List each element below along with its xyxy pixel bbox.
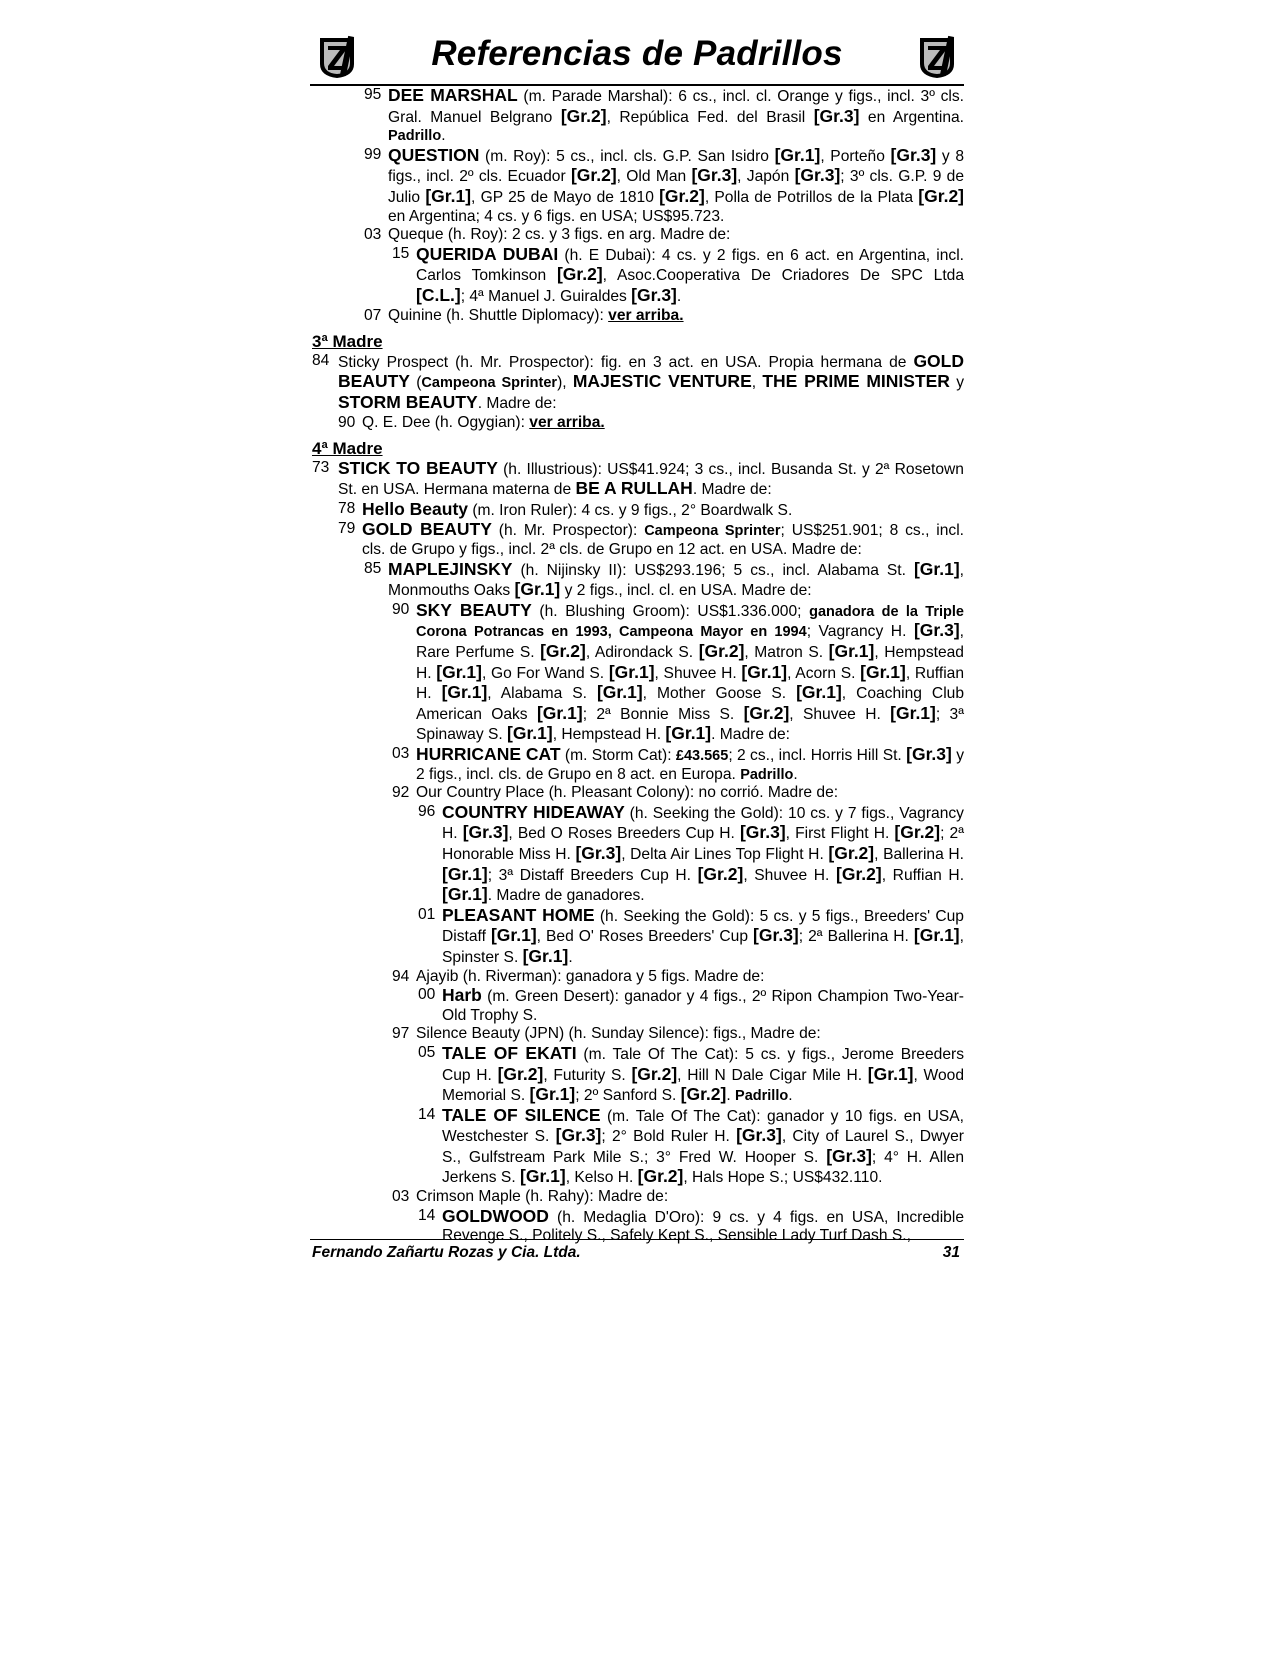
entry-text: y [949,374,965,392]
grade-badge: [Gr.3] [826,1145,872,1166]
grade-badge: [Gr.1] [441,682,488,703]
entry-text: Ajayib (h. Riverman): ganadora y 5 figs. Madre de: [416,967,765,985]
entry-text: y 2 figs., incl. cl. en USA. Madre de: [560,582,812,600]
year-label: 84 [312,351,330,369]
publisher-name: Fernando Zañartu Rozas y Cia. Ltda. [312,1244,581,1261]
grade-badge: [Gr.3] [906,744,952,764]
grade-badge: [Gr.2] [497,1063,544,1084]
entry-text: . [788,1087,793,1105]
entry [310,1025,964,1044]
zr-logo-icon [914,34,960,80]
entry-text: Silence Beauty (JPN) (h. Sunday Silence): figs., Madre de: [416,1025,821,1043]
year-label: 05 [418,1043,436,1061]
entry-text: ; 4ª Manuel J. Guiraldes [460,287,632,305]
grade-badge: [Gr.1] [867,1063,914,1084]
grade-badge: [Gr.3] [753,925,799,946]
entry-text: (h. Seeking the Gold): 5 cs. y 5 figs., Breeders' Cup Distaff [442,907,964,946]
entry [310,520,964,559]
horse-name: BE A RULLAH [575,478,693,499]
grade-badge: [Gr.2] [894,822,941,843]
grade-badge: [Gr.1] [436,661,482,682]
year-label: 03 [392,745,410,762]
grade-badge: [Gr.2] [828,842,875,863]
year-label: 85 [364,559,382,577]
horse-name: DEE MARSHAL [388,85,518,105]
entry [310,226,964,245]
year-label: 15 [392,244,410,262]
entry-text: , Adirondack S. [585,644,699,662]
entry [310,803,964,906]
entry-text: , Asoc.Cooperativa De Criadores De SPC Ltda [602,267,964,285]
entry-text: , Porteño [820,147,891,165]
year-label: 94 [392,967,410,985]
grade-badge: [Gr.3] [691,165,738,186]
entry-text: , Hill N Dale Cigar Mile H. [677,1066,868,1084]
grade-badge: [Gr.1] [828,641,875,662]
entry-text: . [793,765,798,783]
grade-badge: [Gr.1] [913,925,960,946]
entry-text: . [726,1087,736,1105]
horse-name: QUERIDA DUBAI [416,243,559,264]
entry-text: ; 3ª Spinaway S. [416,705,965,744]
grade-badge: [Gr.3] [575,842,622,863]
entry [310,414,964,433]
year-label: 14 [418,1206,436,1224]
entry-text: , Futurity S. [543,1066,632,1084]
entry-text: (h. Illustrious): US$41.924; 3 cs., incl. Busanda St. y 2ª Rosetown St. en USA. Hermana materna de [338,460,964,499]
entry-text: , Spinster S. [442,928,964,966]
horse-name: MAJESTIC VENTURE [572,371,752,392]
entry [310,146,964,226]
grade-badge: [Gr.2] [697,863,744,884]
highlight-text: Campeona Sprinter [644,523,781,540]
entry-text: (h. Medaglia D'Oro): 9 cs. y 4 figs. en USA, Incredible Revenge S., Politely S., Safely Kept S., Sensible Lady Turf Dash S., [442,1208,964,1245]
horse-name: GOLD BEAUTY [338,350,964,392]
highlight-text: Campeona Sprinter [421,375,558,392]
grade-badge: [Gr.1] [890,702,936,723]
cross-reference-link[interactable]: ver arriba. [529,413,605,431]
grade-badge: [Gr.3] [890,144,937,165]
entry-text: , Bed O' Roses Breeders' Cup [536,928,754,946]
horse-name: COUNTRY HIDEAWAY [442,801,625,822]
year-label: 90 [392,600,410,618]
entry-text: , Acorn S. [787,664,861,682]
entry [310,968,964,987]
year-label: 73 [312,458,330,476]
entry-text: , Hempstead H. [552,726,666,744]
entry-text: , República Fed. del Brasil [606,108,814,126]
grade-badge: [Gr.1] [796,682,842,703]
grade-badge: [Gr.3] [794,165,841,186]
year-label: 00 [418,986,436,1004]
horse-name: THE PRIME MINISTER [762,371,950,392]
entry-text: . [568,948,573,966]
entry-text: , Old Man [616,168,692,186]
year-label: 78 [338,499,356,517]
entry-text: , Rare Perfume S. [416,623,964,662]
entry-text: , Shuvee H. [654,664,742,682]
grade-badge: [C.L.] [416,284,461,305]
entry-text: ; 2° Bold Ruler H. [601,1128,737,1146]
entry-text: Queque (h. Roy): 2 cs. y 3 figs. en arg. Madre de: [388,226,731,244]
horse-name: SKY BEAUTY [416,599,532,620]
year-label: 96 [418,802,436,820]
entry-text: ; Vagrancy H. [806,623,914,641]
entry-text: , [751,374,763,392]
entry [310,601,964,745]
entry-text: Crimson Maple (h. Rahy): Madre de: [416,1188,669,1206]
grade-badge: [Gr.1] [774,144,821,165]
entry-text: , Kelso H. [565,1169,638,1187]
entry-text: , Ballerina H. [874,845,964,863]
grade-badge: [Gr.1] [536,702,583,723]
entry [310,560,964,601]
entry [310,745,964,784]
highlight-text: Padrillo [388,128,442,145]
entry-text: (h. Seeking the Gold): 10 cs. y 7 figs., Vagrancy H. [442,804,964,843]
grade-badge: [Gr.1] [522,945,569,966]
year-label: 03 [364,226,382,244]
entry-text: , Go For Wand S. [482,664,609,682]
horse-name: Hello Beauty [362,498,468,519]
entry-text: , First Flight H. [785,825,895,843]
entry-text: en Argentina. [859,108,964,126]
highlight-text: £43.565 [675,748,729,764]
entry-text: ; 2ª Bonnie Miss S. [582,705,744,723]
entry [310,245,964,307]
entry-text: . Madre de: [477,394,557,412]
section-heading: 3ª Madre [312,332,383,352]
entry-text: , Coaching Club American Oaks [416,685,964,723]
page [310,30,964,1246]
horse-name: PLEASANT HOME [442,904,595,925]
grade-badge: [Gr.1] [596,682,643,703]
grade-badge: [Gr.1] [741,661,788,682]
year-label: 99 [364,145,382,163]
entry [310,352,964,414]
entry [310,459,964,500]
horse-name: QUESTION [388,144,480,165]
cross-reference-link[interactable]: ver arriba. [608,306,684,324]
horse-name: STICK TO BEAUTY [338,457,498,478]
grade-badge: [Gr.1] [514,579,561,600]
page-title: Referencias de Padrillos [431,34,843,73]
grade-badge: [Gr.2] [836,863,882,884]
year-label: 07 [364,306,382,324]
entry-text: . Madre de: [692,481,772,499]
entry-text: , Hempstead H. [416,644,964,682]
entry-text: . Madre de: [711,726,790,744]
horse-name: TALE OF EKATI [442,1042,577,1063]
grade-badge: [Gr.1] [529,1084,576,1105]
entry-text: , Mother Goose S. [642,685,797,703]
horse-name: TALE OF SILENCE [442,1104,601,1125]
entry [310,986,964,1025]
entry-text: , GP 25 de Mayo de 1810 [471,188,660,206]
entry-text: Our Country Place (h. Pleasant Colony): no corrió. Madre de: [416,784,839,802]
entry-text: , Ruffian H. [416,664,965,703]
year-label: 03 [392,1188,410,1206]
entry-text: Q. E. Dee (h. Ogygian): [362,413,530,431]
entry-text: Sticky Prospect (h. Mr. Prospector): fig. en 3 act. en USA. Propia hermana de [338,353,914,371]
entry [310,1106,964,1188]
entry-text: , Shuvee H. [743,866,837,884]
grade-badge: [Gr.1] [608,661,655,682]
grade-badge: [Gr.2] [570,165,617,186]
entry-text: (h. Mr. Prospector): [491,522,645,540]
entry-text: , Alabama S. [487,685,597,703]
year-label: 95 [364,86,382,103]
year-label: 97 [392,1025,410,1043]
year-label: 92 [392,784,410,802]
grade-badge: [Gr.2] [680,1084,727,1105]
entry-text: (m. Iron Ruler): 4 cs. y 9 figs., 2° Boardwalk S. [468,501,793,519]
entry-text: ; US$251.901; 8 cs., incl. cls. de Grupo y figs., incl. 2ª cls. de Grupo en 12 act. en USA. Madre de: [362,522,964,559]
entry-text: , Ruffian H. [881,866,965,884]
grade-badge: [Gr.2] [918,185,965,206]
grade-badge: [Gr.3] [913,620,960,641]
grade-badge: [Gr.1] [507,723,553,744]
entry-text: ; 2 cs., incl. Horris Hill St. [728,747,907,764]
grade-badge: [Gr.3] [631,284,677,305]
entry-text: (m. Storm Cat): [560,747,676,764]
entry-text: , Wood Memorial S. [442,1066,964,1105]
grade-badge: [Gr.2] [556,264,603,285]
entry [310,784,964,803]
page-header [310,30,964,86]
horse-name: HURRICANE CAT [416,744,561,764]
entry-text: . [441,127,446,145]
entry-text: ; 3ª Distaff Breeders Cup H. [487,866,698,884]
entry-text: , Delta Air Lines Top Flight H. [621,845,829,863]
grade-badge: [Gr.3] [813,105,860,126]
grade-badge: [Gr.1] [665,723,712,744]
horse-name: MAPLEJINSKY [388,558,513,579]
entry-text: , Bed O Roses Breeders Cup H. [508,825,740,843]
highlight-text: ganadora de la Triple Corona Potrancas en 1993, Campeona Mayor en 1994 [416,603,964,641]
horse-name: Harb [442,985,482,1006]
entry-text: y 8 figs., incl. 2º cls. Ecuador [388,147,964,186]
grade-badge: [Gr.2] [637,1166,684,1187]
grade-badge: [Gr.3] [555,1125,602,1146]
entry-text: (m. Tale Of The Cat): 5 cs. y figs., Jerome Breeders Cup H. [442,1045,964,1084]
entry-text: (h. Nijinsky II): US$293.196; 5 cs., incl. Alabama St. [512,561,914,579]
entry-text: ; 2º Sanford S. [575,1087,681,1105]
entry-text: ; 2ª Ballerina H. [798,928,914,946]
year-label: 01 [418,905,436,923]
section-heading: 4ª Madre [312,439,383,459]
entry-text: , Japón [737,168,795,186]
entry-text: , Shuvee H. [789,705,891,723]
entry-text: en Argentina; 4 cs. y 6 figs. en USA; US$95.723. [388,207,725,225]
page-footer [310,1239,964,1261]
entry-text: , Hals Hope S.; US$432.110. [683,1169,883,1187]
entry-text: , Monmouths Oaks [388,561,964,600]
grade-badge: [Gr.2] [743,702,790,723]
grade-badge: [Gr.3] [736,1125,782,1146]
entry-text: (m. Parade Marshal): 6 cs., incl. cl. Orange y figs., incl. 3º cls. Gral. Manuel Belgrano [388,88,964,126]
horse-name: STORM BEAUTY [338,391,478,412]
entry [310,307,964,326]
entry [310,1188,964,1207]
grade-badge: [Gr.1] [442,884,488,905]
entry-text: , Matron S. [744,644,829,662]
grade-badge: [Gr.1] [490,925,537,946]
entry [310,1044,964,1106]
entry-text: , City of Laurel S., Dwyer S., Gulfstream Park Mile S.; 3° Fred W. Hooper S. [442,1128,964,1166]
entry-text: ; 2ª Honorable Miss H. [442,825,964,863]
year-label: 79 [338,520,356,538]
entry-text: (h. Blushing Groom): US$1.336.000; [531,602,810,620]
entry-text: (m. Roy): 5 cs., incl. cls. G.P. San Isidro [479,147,775,165]
entry-text: y 2 figs., incl. cls. de Grupo en 8 act. en Europa. [416,747,964,783]
horse-name: GOLD BEAUTY [362,519,492,540]
entry [310,86,964,146]
grade-badge: [Gr.1] [425,185,472,206]
grade-badge: [Gr.2] [560,105,607,126]
highlight-text: Padrillo [740,766,794,783]
highlight-text: Padrillo [735,1088,789,1105]
grade-badge: [Gr.1] [520,1166,566,1187]
pedigree-body [310,86,964,1246]
entry-text: . Madre de ganadores. [487,887,645,905]
grade-badge: [Gr.1] [442,863,488,884]
grade-badge: [Gr.3] [739,822,786,843]
grade-badge: [Gr.2] [540,641,586,662]
grade-badge: [Gr.2] [631,1063,678,1084]
entry-text: . [676,287,682,305]
grade-badge: [Gr.1] [860,661,906,682]
entry-text: (m. Green Desert): ganador y 4 figs., 2º Ripon Champion Two-Year-Old Trophy S. [442,988,964,1024]
entry [310,500,964,521]
entry-text: ; 3º cls. G.P. 9 de Julio [388,168,964,206]
grade-badge: [Gr.1] [913,558,960,579]
entry-text: ; 4° H. Allen Jerkens S. [442,1148,965,1187]
entry-text: (h. E Dubai): 4 cs. y 2 figs. en 6 act. en Argentina, incl. Carlos Tomkinson [416,246,965,285]
grade-badge: [Gr.3] [462,822,509,843]
page-number: 31 [942,1244,960,1261]
entry-text: , Polla de Potrillos de la Plata [704,188,919,206]
entry-text: ( [409,374,422,392]
entry-text: (m. Tale Of The Cat): ganador y 10 figs. en USA, Westchester S. [442,1107,965,1146]
grade-badge: [Gr.2] [659,185,705,206]
entry-text: Quinine (h. Shuttle Diplomacy): [388,306,609,324]
year-label: 90 [338,413,356,431]
entry [310,906,964,968]
entry-text: ), [557,374,573,392]
year-label: 14 [418,1105,436,1123]
grade-badge: [Gr.2] [698,641,745,662]
horse-name: GOLDWOOD [442,1205,549,1226]
